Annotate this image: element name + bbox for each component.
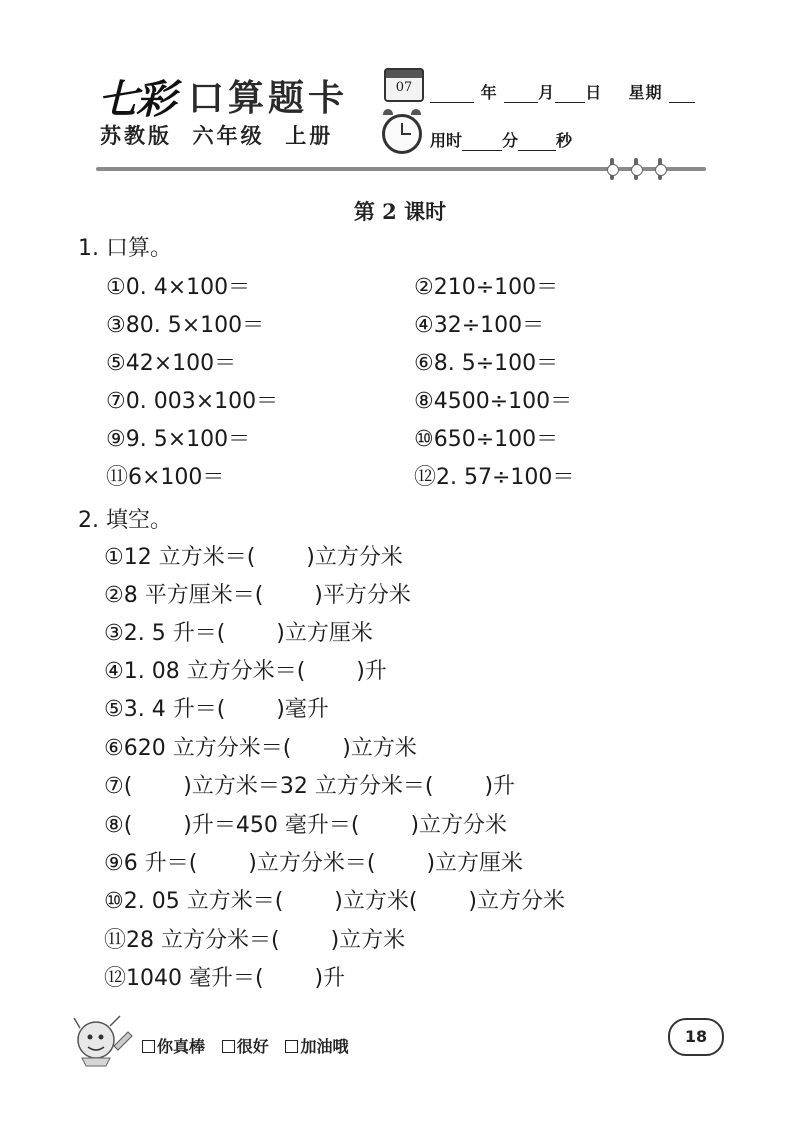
day-label: 日 <box>585 83 603 102</box>
q2-item: ⑧( )升＝450 毫升＝( )立方分米 <box>104 813 508 838</box>
option-good[interactable] <box>222 1037 269 1056</box>
page-number: 18 <box>668 1018 724 1056</box>
option-good-label: 很好 <box>236 1037 269 1056</box>
option-keep-going[interactable] <box>285 1037 348 1056</box>
q2-item: ⑪28 立方分米＝( )立方米 <box>104 928 406 953</box>
minute-blank[interactable] <box>462 134 502 151</box>
day-blank[interactable] <box>555 86 585 103</box>
option-great[interactable] <box>142 1037 205 1056</box>
q1-item: ①0. 4×100＝ <box>106 275 251 300</box>
edition-line <box>100 120 333 150</box>
year-label: 年 <box>480 83 498 102</box>
q1-heading: 1. 口算。 <box>78 236 172 261</box>
q1-item: ⑩650÷100＝ <box>414 427 559 452</box>
weekday-label: 星期 <box>628 83 663 102</box>
q2-item: ⑩2. 05 立方米＝( )立方米( )立方分米 <box>104 889 566 914</box>
checkbox-icon[interactable] <box>222 1040 235 1053</box>
q2-heading: 2. 填空。 <box>78 508 172 533</box>
q1-item: ⑥8. 5÷100＝ <box>414 351 559 376</box>
q2-item: ⑫1040 毫升＝( )升 <box>104 966 346 991</box>
month-label: 月 <box>538 83 556 102</box>
q2-item: ①12 立方米＝( )立方分米 <box>104 545 403 570</box>
second-blank[interactable] <box>518 134 556 151</box>
q1-item: ②210÷100＝ <box>414 275 559 300</box>
second-label: 秒 <box>556 131 573 150</box>
calendar-number: 07 <box>395 80 413 95</box>
q1-item: ⑦0. 003×100＝ <box>106 389 279 414</box>
grade: 六年级 <box>192 124 265 148</box>
q1-item: ⑤42×100＝ <box>106 351 237 376</box>
volume: 上册 <box>285 124 334 148</box>
q2-item: ⑦( )立方米＝32 立方分米＝( )升 <box>104 774 516 799</box>
q1-item: ④32÷100＝ <box>414 313 545 338</box>
q2-item: ⑨6 升＝( )立方分米＝( )立方厘米 <box>104 851 524 876</box>
checkbox-icon[interactable] <box>285 1040 298 1053</box>
edition: 苏教版 <box>100 124 172 148</box>
brand-logo: 七彩 <box>98 76 174 123</box>
evaluation-options <box>142 1034 348 1057</box>
card-title: 口算题卡 <box>188 78 349 119</box>
q1-item: ⑨9. 5×100＝ <box>106 427 251 452</box>
alarm-clock-icon <box>382 114 422 154</box>
year-blank[interactable] <box>430 86 474 103</box>
q2-item: ②8 平方厘米＝( )平方分米 <box>104 583 411 608</box>
q1-item: ⑪6×100＝ <box>106 465 225 490</box>
date-field <box>430 80 695 103</box>
option-keep-going-label: 加油哦 <box>300 1037 349 1056</box>
q1-item: ⑧4500÷100＝ <box>414 389 573 414</box>
time-used-label: 用时 <box>430 131 463 150</box>
q1-item: ⑫2. 57÷100＝ <box>414 465 575 490</box>
option-great-label: 你真棒 <box>157 1037 206 1056</box>
lesson-title: 第 2 课时 <box>353 199 447 224</box>
calendar-icon <box>384 68 424 102</box>
cartoon-mascot-icon <box>70 1010 134 1068</box>
q1-item: ③80. 5×100＝ <box>106 313 265 338</box>
month-blank[interactable] <box>504 86 538 103</box>
minute-label: 分 <box>502 131 519 150</box>
q2-item: ③2. 5 升＝( )立方厘米 <box>104 621 373 646</box>
checkbox-icon[interactable] <box>142 1040 155 1053</box>
q2-item: ⑤3. 4 升＝( )毫升 <box>104 697 329 722</box>
weekday-blank[interactable] <box>669 86 695 103</box>
binder-rings-icon <box>606 158 672 182</box>
q2-item: ④1. 08 立方分米＝( )升 <box>104 659 387 684</box>
time-used-field <box>430 128 572 151</box>
q2-item: ⑥620 立方分米＝( )立方米 <box>104 736 417 761</box>
